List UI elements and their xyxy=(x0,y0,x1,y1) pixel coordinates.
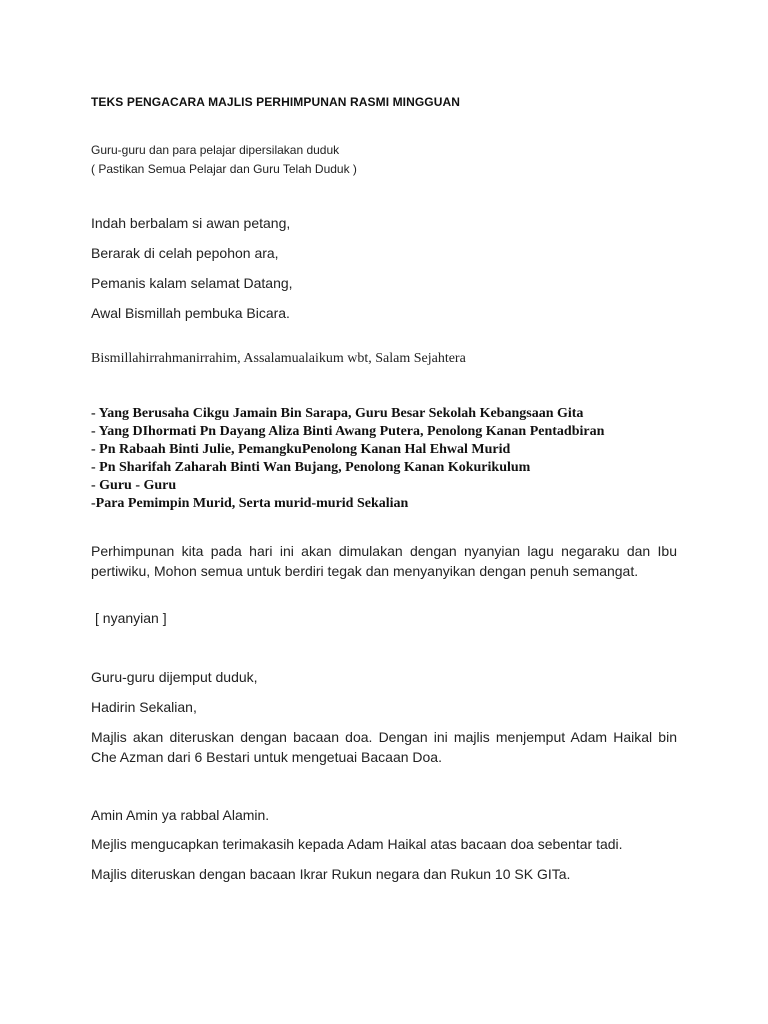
pantun-line-3: Pemanis kalam selamat Datang, xyxy=(91,275,293,291)
prayer-paragraph: Majlis akan diteruskan dengan bacaan doa. Dengan ini majlis menjemput Adam Haikal bin Che Azman dari 6 Bestari untuk mengetuai Bacaan Doa. xyxy=(91,729,677,765)
honorific-line-4: - Pn Sharifah Zaharah Binti Wan Bujang, Penolong Kanan Kokurikulum xyxy=(91,460,531,475)
greeting: Bismillahirrahmanirrahim, Assalamualaikum wbt, Salam Sejahtera xyxy=(91,351,466,366)
honorific-line-3: - Pn Rabaah Binti Julie, PemangkuPenolong Kanan Hal Ehwal Murid xyxy=(91,442,511,457)
intro-line-1: Guru-guru dan para pelajar dipersilakan duduk xyxy=(91,143,340,157)
honorific-line-6: -Para Pemimpin Murid, Serta murid-murid Sekalian xyxy=(91,496,409,511)
thanks-line: Mejlis mengucapkan terimakasih kepada Adam Haikal atas bacaan doa sebentar tadi. xyxy=(91,836,623,852)
pledge-line: Majlis diteruskan dengan bacaan Ikrar Rukun negara dan Rukun 10 SK GITa. xyxy=(91,866,571,882)
anthem-note: [ nyanyian ] xyxy=(95,610,167,626)
document-title: TEKS PENGACARA MAJLIS PERHIMPUNAN RASMI MINGGUAN xyxy=(91,95,461,109)
audience-line: Hadirin Sekalian, xyxy=(91,699,197,715)
amin-line: Amin Amin ya rabbal Alamin. xyxy=(91,807,270,823)
pantun-line-4: Awal Bismillah pembuka Bicara. xyxy=(91,305,290,321)
teachers-seated-line: Guru-guru dijemput duduk, xyxy=(91,669,258,685)
pantun-line-1: Indah berbalam si awan petang, xyxy=(91,215,291,231)
honorific-line-5: - Guru - Guru xyxy=(91,478,177,493)
intro-line-2: ( Pastikan Semua Pelajar dan Guru Telah Duduk ) xyxy=(91,162,357,176)
anthem-paragraph: Perhimpunan kita pada hari ini akan dimulakan dengan nyanyian lagu negaraku dan Ibu pertiwiku, Mohon semua untuk berdiri tegak dan menyanyikan dengan penuh semangat. xyxy=(91,543,677,579)
honorific-line-2: - Yang DIhormati Pn Dayang Aliza Binti Awang Putera, Penolong Kanan Pentadbiran xyxy=(91,424,605,439)
pantun-line-2: Berarak di celah pepohon ara, xyxy=(91,245,279,261)
honorific-line-1: - Yang Berusaha Cikgu Jamain Bin Sarapa, Guru Besar Sekolah Kebangsaan Gita xyxy=(91,406,584,421)
